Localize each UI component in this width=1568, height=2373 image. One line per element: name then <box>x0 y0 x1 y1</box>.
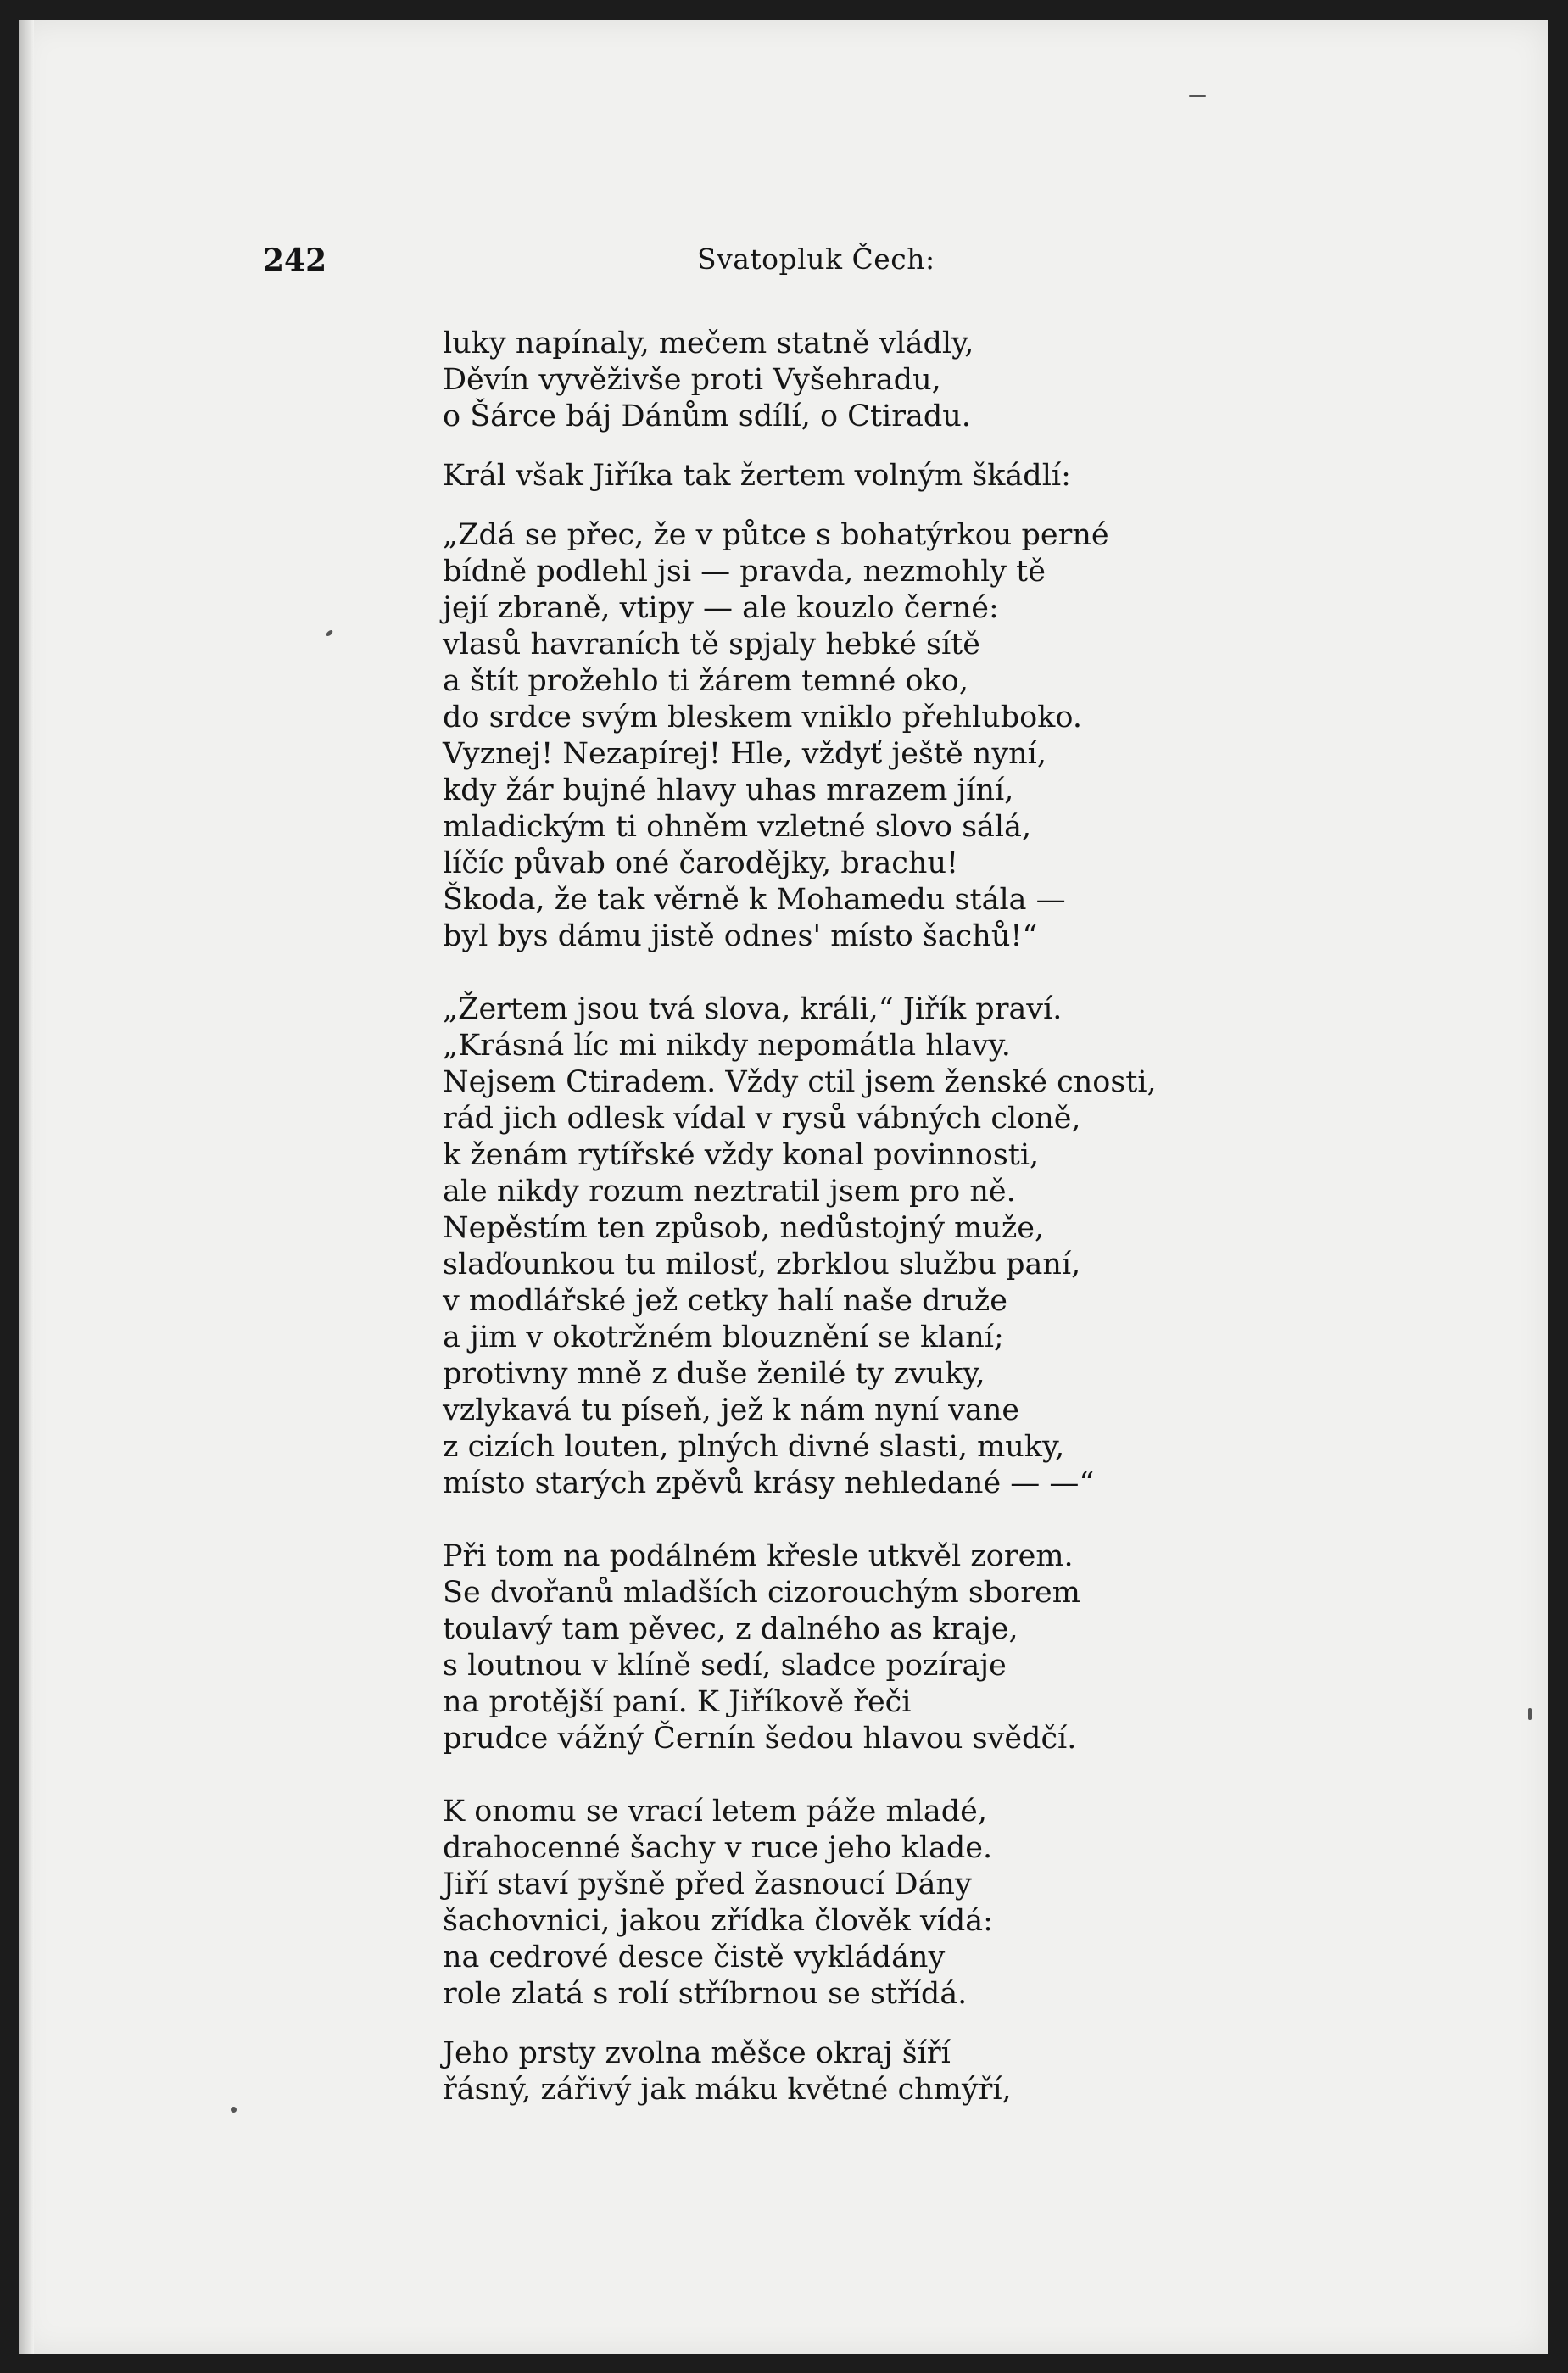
poem-line: bídně podlehl jsi — pravda, nezmohly tě <box>443 555 1046 589</box>
poem-line: toulavý tam pěvec, z dalného as kraje, <box>443 1612 1018 1646</box>
stanza-4 <box>443 991 1206 1502</box>
poem-line: o Šárce báj Dánům sdílí, o Ctiradu. <box>443 399 971 433</box>
poem-line: „Zdá se přec, že v půtce s bohatýrkou perné <box>443 518 1109 552</box>
poem-line: rád jich odlesk vídal v rysů vábných cloně, <box>443 1102 1081 1136</box>
poem-line: na protější paní. K Jiříkově řeči <box>443 1685 912 1719</box>
poem-line: líčíc půvab oné čarodějky, brachu! <box>443 846 959 880</box>
poem-line: Jeho prsty zvolna měšce okraj šíří <box>443 2036 951 2070</box>
stanza-3 <box>443 517 1206 955</box>
poem-line: role zlatá s rolí stříbrnou se střídá. <box>443 1977 968 2011</box>
poem-line: její zbraně, vtipy — ale kouzlo černé: <box>443 591 999 625</box>
poem-line: Jiří staví pyšně před žasnoucí Dány <box>443 1868 972 1901</box>
stanza-6 <box>443 1794 1206 2013</box>
poem-line: s loutnou v klíně sedí, sladce pozíraje <box>443 1649 1007 1683</box>
poem-line: vlasů havraních tě spjaly hebké sítě <box>443 628 980 662</box>
poem-line: k ženám rytířské vždy konal povinnosti, <box>443 1138 1040 1172</box>
stanza-7 <box>443 2035 1206 2108</box>
poem-line: luky napínaly, mečem statně vládly, <box>443 327 974 360</box>
page-gutter-shadow <box>19 20 34 2354</box>
page-number: 242 <box>263 243 327 278</box>
scan-speck <box>325 629 333 638</box>
poem-line: „Krásná líc mi nikdy nepomátla hlavy. <box>443 1029 1011 1063</box>
poem-line: Král však Jiříka tak žertem volným škádlí: <box>443 459 1071 493</box>
poem-line: a štít prožehlo ti žárem temné oko, <box>443 664 968 698</box>
poem-line: a jim v okotržném blouznění se klaní; <box>443 1321 1004 1354</box>
poem-line: slaďounkou tu milosť, zbrklou službu paní, <box>443 1248 1081 1281</box>
scan-speck <box>1189 95 1206 97</box>
poem-line: ale nikdy rozum neztratil jsem pro ně. <box>443 1175 1016 1209</box>
poem-line: Děvín vyvěživše proti Vyšehradu, <box>443 363 941 397</box>
poem-line: Nejsem Ctiradem. Vždy ctil jsem ženské cnosti, <box>443 1065 1157 1099</box>
poem-line: místo starých zpěvů krásy nehledané — —“ <box>443 1466 1095 1500</box>
stanza-1 <box>443 326 1206 435</box>
poem-line: do srdce svým bleskem vniklo přehluboko. <box>443 701 1082 734</box>
poem-line: Se dvořanů mladších cizorouchým sborem <box>443 1576 1080 1610</box>
poem-line: Škoda, že tak věrně k Mohamedu stála — <box>443 883 1066 917</box>
poem-line: řásný, zářivý jak máku květné chmýří, <box>443 2073 1012 2107</box>
stanza-2 <box>443 458 1206 494</box>
poem-line: šachovnici, jakou zřídka člověk vídá: <box>443 1904 993 1938</box>
poem-line: protivny mně z duše ženilé ty zvuky, <box>443 1357 985 1391</box>
poem-line: mladickým ti ohněm vzletné slovo sálá, <box>443 810 1032 844</box>
poem-line: kdy žár bujné hlavy uhas mrazem jíní, <box>443 773 1014 807</box>
poem-line: Nepěstím ten způsob, nedůstojný muže, <box>443 1211 1045 1245</box>
poem-line: „Žertem jsou tvá slova, králi,“ Jiřík praví. <box>443 992 1063 1026</box>
scan-speck <box>231 2107 237 2113</box>
poem-line: v modlářské jež cetky halí naše druže <box>443 1284 1007 1318</box>
poem-line: vzlykavá tu píseň, jež k nám nyní vane <box>443 1393 1020 1427</box>
poem-line: z cizích louten, plných divné slasti, muky, <box>443 1430 1065 1464</box>
poem-line: prudce vážný Černín šedou hlavou svědčí. <box>443 1722 1077 1756</box>
poem-line: byl bys dámu jistě odnes' místo šachů!“ <box>443 919 1038 953</box>
scan-speck <box>1528 1708 1532 1720</box>
running-title: Svatopluk Čech: <box>697 243 935 276</box>
poem-line: K onomu se vrací letem páže mladé, <box>443 1795 987 1829</box>
stanza-5 <box>443 1538 1206 1757</box>
poem-line: na cedrové desce čistě vykládány <box>443 1940 946 1974</box>
poem-line: Při tom na podálném křesle utkvěl zorem. <box>443 1539 1074 1573</box>
book-page <box>19 20 1548 2354</box>
poem-line: Vyznej! Nezapírej! Hle, vždyť ještě nyní, <box>443 737 1046 771</box>
poem-line: drahocenné šachy v ruce jeho klade. <box>443 1831 993 1865</box>
poem-text <box>443 326 1206 2131</box>
